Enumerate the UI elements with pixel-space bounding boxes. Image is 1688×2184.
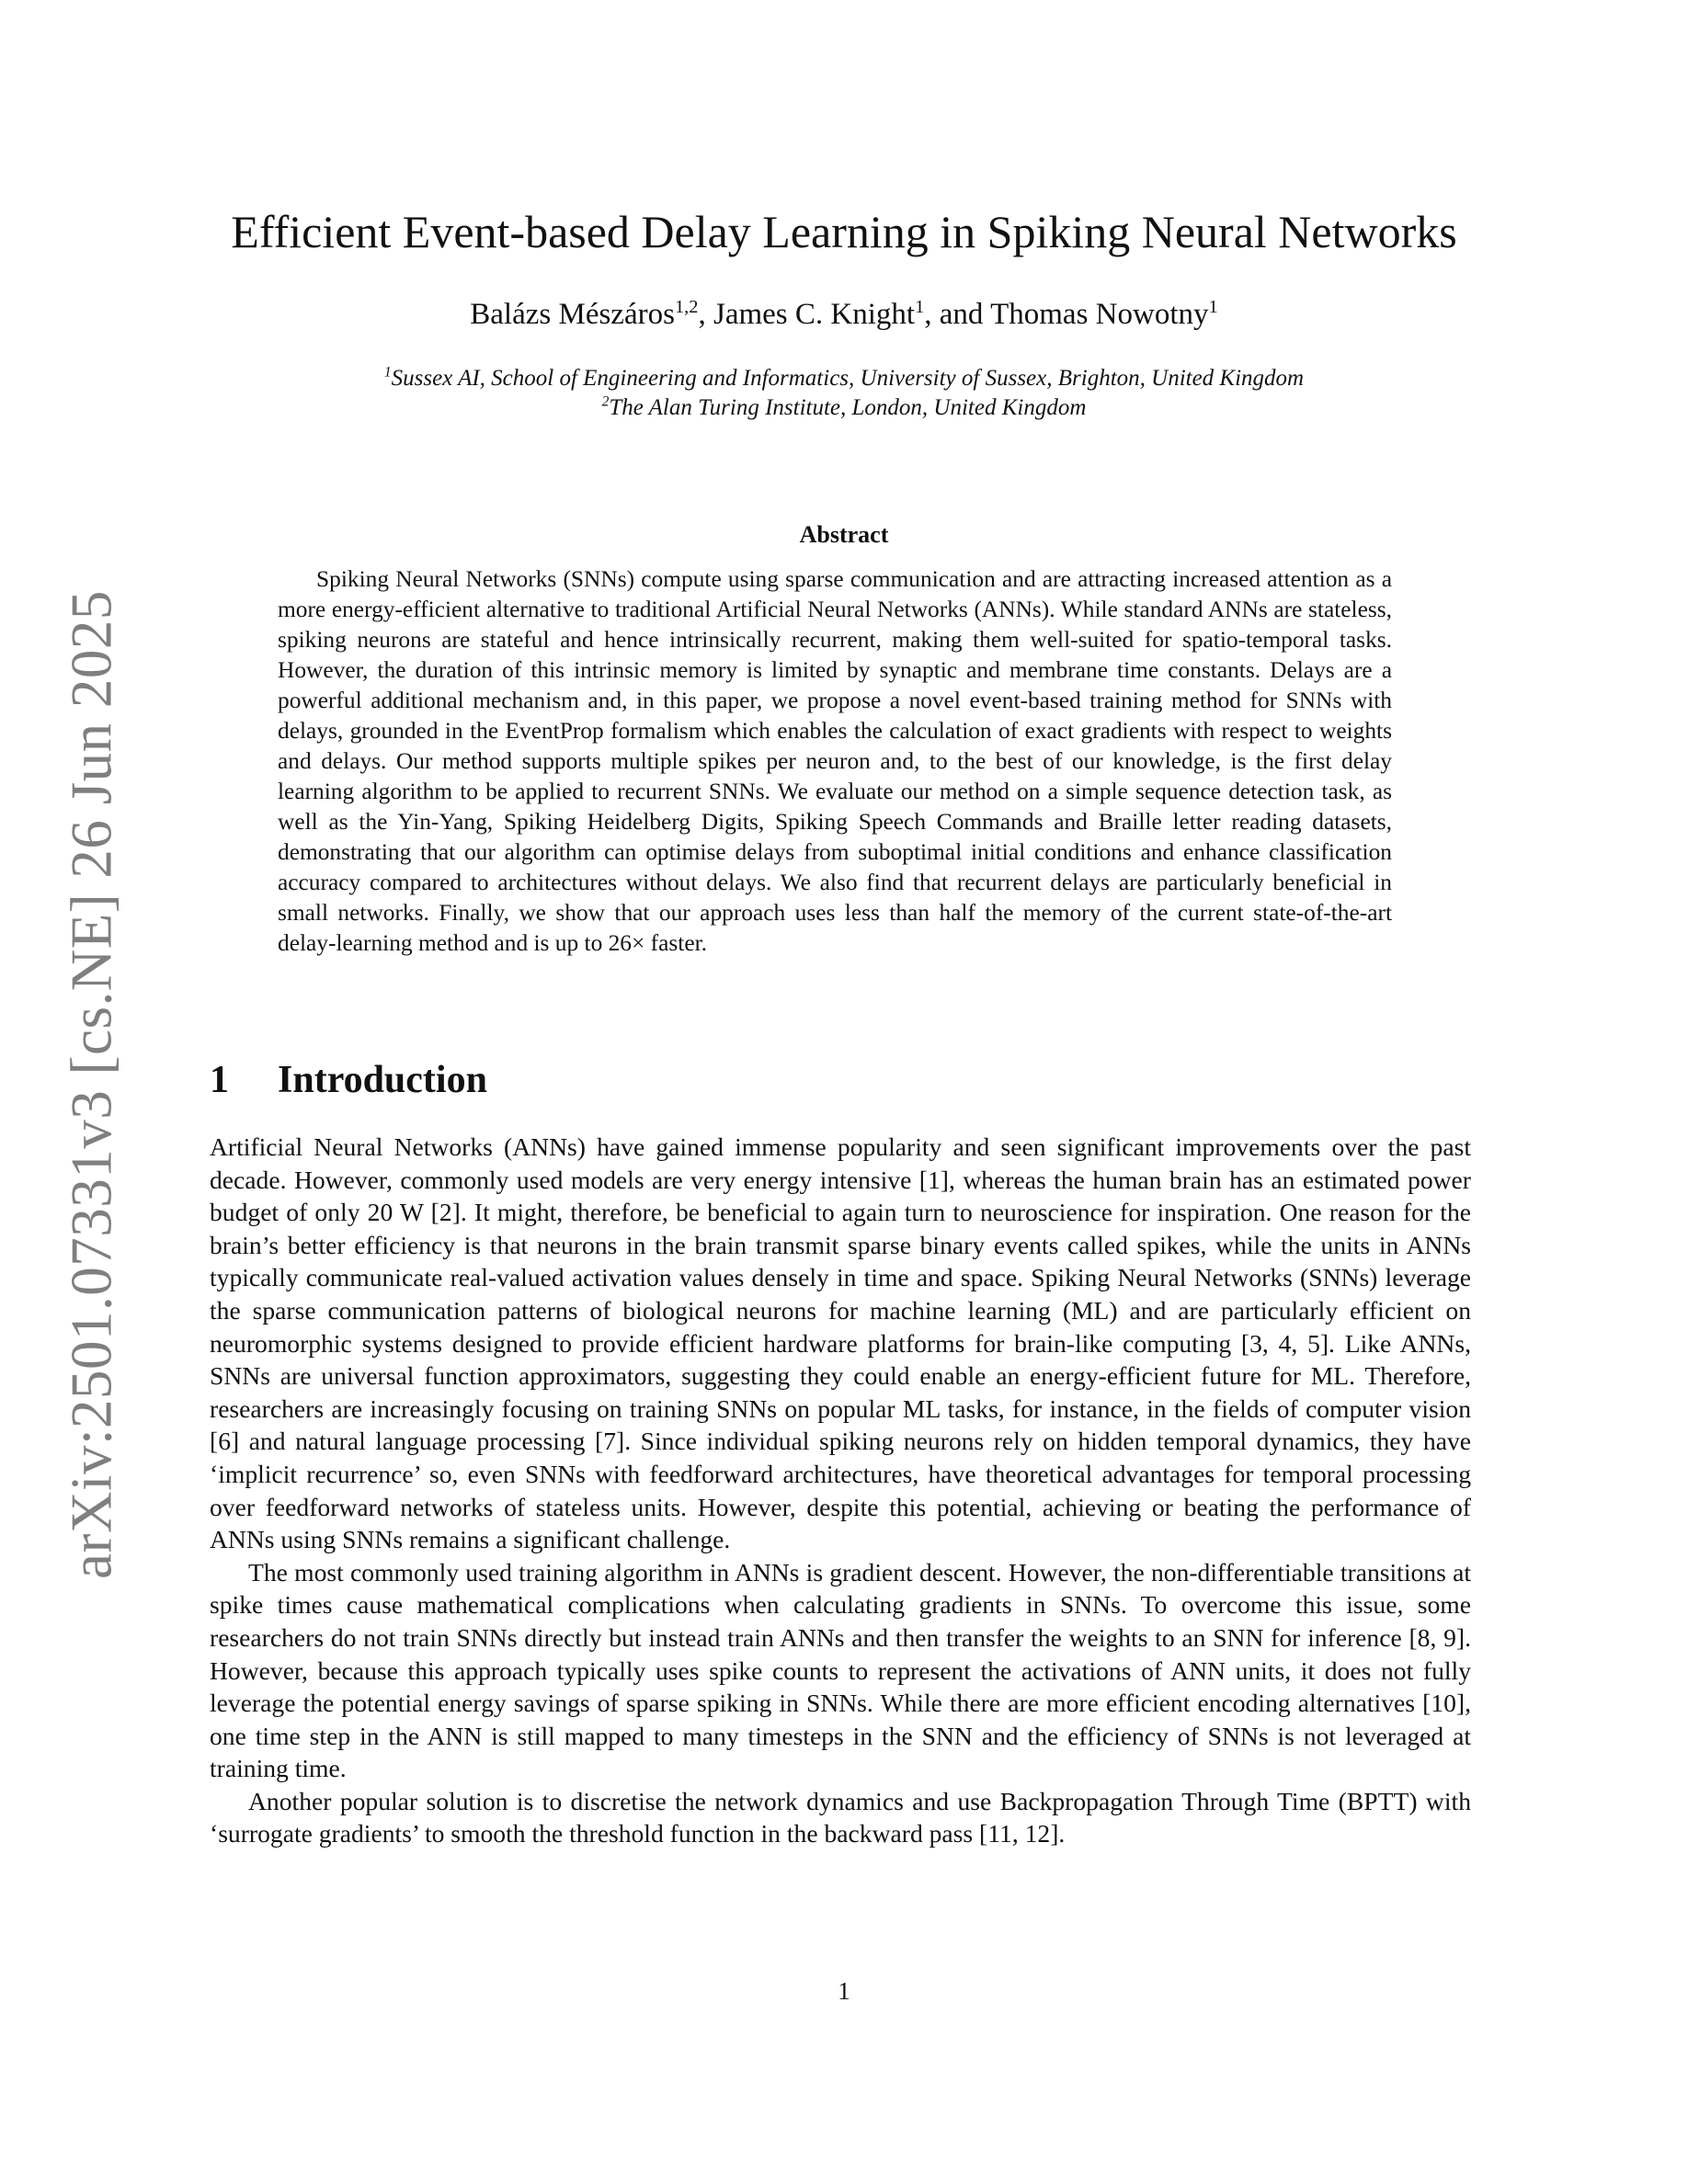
author-affiliation-mark: 1,2	[674, 297, 699, 317]
paragraph: Artificial Neural Networks (ANNs) have gained immense popularity and seen significant improvements over the past decade. However, commonly used models are very energy intensive [1], whereas the human brain has an estimated power budget of only 20 W [2]. It might, therefore, be beneficial to again turn to neuroscience for inspiration. One reason for the brain’s better efficiency is that neurons in the brain transmit sparse binary events called spikes, while the units in ANNs typically communicate real-valued activation values densely in time and space. Spiking Neural Networks (SNNs) leverage the sparse communication patterns of biological neurons for machine learning (ML) and are particularly efficient on neuromorphic systems designed to provide efficient hardware platforms for brain-like computing [3, 4, 5]. Like ANNs, SNNs are universal function approximators, suggesting they could enable an energy-efficient future for ML. Therefore, researchers are increasingly focusing on training SNNs on popular ML tasks, for instance, in the fields of computer vision [6] and natural language processing [7]. Since individual spiking neurons rely on hidden temporal dynamics, they have ‘implicit recurrence’ so, even SNNs with feedforward architectures, have theoretical advantages for temporal processing over feedforward networks of stateless units. However, despite this potential, achieving or beating the performance of ANNs using SNNs remains a significant challenge.	[210, 1132, 1471, 1554]
author-name: Thomas Nowotny	[990, 298, 1209, 331]
author-name: Balázs Mészáros	[470, 298, 675, 331]
affiliation-line	[0, 393, 1688, 423]
paper-title: Efficient Event-based Delay Learning in Spiking Neural Networks	[231, 206, 1457, 257]
affiliation-text: The Alan Turing Institute, London, United Kingdom	[609, 395, 1087, 420]
abstract-text: Spiking Neural Networks (SNNs) compute using sparse communication and are attracting increased attention as a more energy-efficient alternative to traditional Artificial Neural Networks (ANNs). While standard ANNs are stateless, spiking neurons are stateful and hence intrinsically recurrent, making them well-suited for spatio-temporal tasks. However, the duration of this intrinsic memory is limited by synaptic and membrane time constants. Delays are a powerful additional mechanism and, in this paper, we propose a novel event-based training method for SNNs with delays, grounded in the EventProp formalism which enables the calculation of exact gradients with respect to weights and delays. Our method supports multiple spikes per neuron and, to the best of our knowledge, is the first delay learning algorithm to be applied to recurrent SNNs. We evaluate our method on a simple sequence detection task, as well as the Yin-Yang, Spiking Heidelberg Digits, Spiking Speech Commands and Braille letter reading datasets, demonstrating that our algorithm can optimise delays from suboptimal initial conditions and enhance classification accuracy compared to architectures without delays. We also find that recurrent delays are particularly beneficial in small networks. Finally, we show that our approach uses less than half the memory of the current state-of-the-art delay-learning method and is up to 26× faster.	[278, 566, 1392, 956]
author-list	[0, 296, 1688, 333]
introduction-body	[210, 1131, 1471, 1850]
author-name: James C. Knight	[713, 298, 916, 331]
author-affiliation-mark: 1	[1208, 297, 1218, 317]
affiliation-text: Sussex AI, School of Engineering and Informatics, University of Sussex, Brighton, United Kingdom	[391, 366, 1305, 391]
affiliation-mark: 2	[601, 393, 610, 410]
section-heading-introduction	[210, 1057, 487, 1103]
paragraph: The most commonly used training algorithm in ANNs is gradient descent. However, the non-differentiable transitions at spike times cause mathematical complications when calculating gradients in SNNs. To overcome this issue, some researchers do not train SNNs directly but instead train ANNs and then transfer the weights to an SNN for inference [8, 9]. However, because this approach typically uses spike counts to represent the activations of ANN units, it does not fully leverage the potential energy savings of sparse spiking in SNNs. While there are more efficient encoding alternatives [10], one time step in the ANN is still mapped to many timesteps in the SNN and the efficiency of SNNs is not leveraged at training time.	[210, 1557, 1471, 1783]
page-number: 1	[838, 1977, 850, 2005]
section-number: 1	[210, 1059, 229, 1101]
paragraph: Another popular solution is to discretise the network dynamics and use Backpropagation Through Time (BPTT) with ‘surrogate gradients’ to smooth the threshold function in the backward pass [11, 12].	[210, 1786, 1471, 1848]
author-separator: , and	[924, 298, 991, 331]
abstract-heading: Abstract	[799, 521, 889, 548]
author-separator: ,	[698, 298, 713, 331]
affiliation-mark: 1	[383, 364, 392, 381]
arxiv-identifier: arXiv:2501.07331v3 [cs.NE] 26 Jun 2025	[59, 590, 124, 1579]
section-title: Introduction	[278, 1059, 487, 1101]
affiliation-line	[0, 364, 1688, 393]
author-affiliation-mark: 1	[915, 297, 925, 317]
